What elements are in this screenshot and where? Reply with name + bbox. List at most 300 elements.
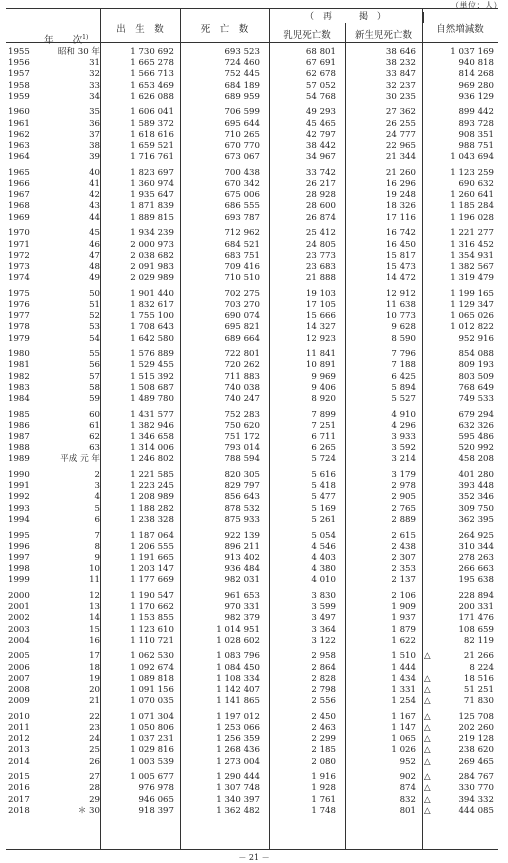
deaths-cell: 1 084 450	[216, 662, 260, 673]
natural-change-cell	[420, 454, 494, 465]
infant-deaths-cell: 24 805	[305, 239, 336, 250]
table-row	[6, 201, 498, 212]
natural-change-cell	[420, 410, 494, 421]
births-cell: 1 091 156	[130, 684, 174, 695]
era-cell: 23	[89, 723, 100, 733]
births-cell: 1 716 761	[130, 152, 174, 163]
infant-deaths-cell: 62 678	[305, 69, 336, 80]
natural-change-value: 352 346	[458, 492, 494, 503]
natural-change-cell	[420, 783, 494, 794]
natural-change-value: 809 193	[458, 360, 494, 371]
decrease-triangle-icon: △	[424, 794, 431, 805]
deaths-cell: 706 599	[224, 107, 260, 118]
year-cell: 2013	[8, 745, 30, 756]
year-cell: 1983	[8, 382, 30, 393]
natural-change-value: 8 224	[469, 662, 494, 673]
year-cell: 1980	[8, 349, 30, 360]
deaths-cell: 693 787	[224, 212, 260, 223]
header-year-footnote: 1)	[82, 33, 89, 41]
year-cell: 2007	[8, 673, 30, 684]
natural-change-value: 893 728	[458, 118, 494, 129]
natural-change-value: 195 638	[458, 575, 494, 586]
year-cell: 1973	[8, 261, 30, 272]
natural-change-cell	[420, 201, 494, 212]
era-cell: 45	[89, 228, 100, 239]
natural-change-cell	[420, 421, 494, 432]
deaths-cell: 820 305	[224, 470, 260, 481]
infant-deaths-cell: 5 477	[311, 492, 336, 503]
natural-change-value: 854 088	[458, 349, 494, 360]
natural-change-value: 814 268	[458, 69, 494, 80]
neonatal-deaths-cell: 15 817	[385, 250, 416, 261]
natural-change-cell	[420, 130, 494, 141]
deaths-cell: 1 362 482	[216, 805, 260, 816]
natural-change-cell	[420, 481, 494, 492]
births-cell: 1 238 328	[130, 514, 174, 525]
neonatal-deaths-cell: 2 307	[391, 552, 416, 563]
births-cell: 1 153 855	[130, 613, 174, 624]
natural-change-cell	[420, 240, 494, 251]
era-cell: 31	[89, 58, 100, 69]
era-cell: 7	[94, 530, 100, 541]
natural-change-value: 899 442	[458, 107, 494, 118]
births-cell: 1 832 617	[130, 299, 174, 310]
header-natural: 自然増減数	[436, 24, 484, 35]
year-cell: 1991	[8, 481, 30, 492]
births-cell: 1 642 580	[130, 333, 174, 344]
era-cell: 4	[94, 492, 100, 503]
table-row	[6, 130, 498, 141]
deaths-cell: 670 342	[224, 179, 260, 190]
year-cell: 1982	[8, 371, 30, 382]
neonatal-deaths-cell: 21 344	[385, 152, 416, 163]
births-cell: 1 529 455	[130, 360, 174, 371]
infant-deaths-cell: 68 801	[305, 47, 336, 57]
year-cell: 1974	[8, 273, 30, 284]
era-cell: 16	[89, 635, 100, 646]
year-cell: 1998	[8, 564, 30, 575]
table-row	[6, 432, 498, 443]
neonatal-deaths-cell: 27 362	[385, 107, 416, 118]
era-cell: 2	[94, 470, 100, 481]
deaths-cell: 720 262	[224, 360, 260, 371]
deaths-cell: 703 270	[224, 299, 260, 310]
table-row	[6, 745, 498, 756]
infant-deaths-cell: 33 742	[305, 167, 336, 178]
natural-change-value: 401 280	[458, 470, 494, 481]
table-row	[6, 515, 498, 526]
year-cell: 1985	[8, 409, 30, 420]
natural-change-cell	[420, 383, 494, 394]
year-cell: 1961	[8, 118, 30, 129]
year-cell: 1986	[8, 420, 30, 431]
natural-change-cell	[420, 311, 494, 322]
natural-change-value: 1 185 284	[450, 201, 494, 212]
natural-change-value: 125 708	[458, 711, 494, 722]
births-cell: 1 071 304	[130, 711, 174, 722]
infant-deaths-cell: 2 828	[311, 673, 336, 684]
natural-change-value: 1 199 165	[450, 288, 494, 299]
births-cell: 1 823 697	[130, 167, 174, 178]
era-cell: 42	[89, 190, 100, 201]
births-cell: 1 221 585	[130, 470, 174, 481]
births-cell: 1 206 555	[130, 541, 174, 552]
natural-change-cell	[420, 47, 494, 58]
deaths-cell: 751 172	[224, 432, 260, 442]
decrease-triangle-icon: △	[424, 673, 431, 684]
natural-change-cell	[420, 651, 494, 662]
natural-change-cell	[420, 674, 494, 685]
neonatal-deaths-cell: 3 592	[391, 443, 416, 454]
year-cell: 1996	[8, 541, 30, 552]
births-cell: 1 618 616	[130, 129, 174, 140]
infant-deaths-cell: 23 683	[305, 261, 336, 272]
natural-change-value: 71 830	[463, 696, 494, 707]
natural-change-value: 632 326	[458, 420, 494, 431]
births-cell: 2 091 983	[130, 261, 174, 272]
natural-change-value: 171 476	[458, 613, 494, 624]
neonatal-deaths-cell: 7 796	[391, 349, 416, 360]
vital-statistics-table	[6, 8, 498, 850]
year-cell: 2010	[8, 711, 30, 722]
natural-change-cell	[420, 492, 494, 503]
neonatal-deaths-cell: 1 879	[391, 624, 416, 635]
infant-deaths-cell: 2 864	[311, 662, 336, 673]
year-cell: 2011	[8, 723, 30, 733]
infant-deaths-cell: 12 923	[305, 333, 336, 344]
era-cell: 40	[89, 167, 100, 178]
infant-deaths-cell: 15 666	[305, 311, 336, 322]
era-cell: 15	[89, 624, 100, 635]
deaths-cell: 1 256 359	[216, 734, 260, 745]
natural-change-cell	[420, 602, 494, 613]
births-cell: 2 000 973	[130, 239, 174, 250]
era-cell: 9	[94, 552, 100, 563]
natural-change-value: 595 486	[458, 432, 494, 442]
neonatal-deaths-cell: 1 622	[391, 635, 416, 646]
year-cell: 1995	[8, 530, 30, 541]
neonatal-deaths-cell: 2 106	[391, 590, 416, 601]
decrease-triangle-icon: △	[424, 772, 431, 783]
natural-change-value: 936 129	[458, 91, 494, 102]
neonatal-deaths-cell: 952	[399, 756, 416, 767]
table-row	[6, 734, 498, 745]
year-cell: 2012	[8, 734, 30, 745]
table-row	[6, 636, 498, 647]
era-cell: 8	[94, 541, 100, 552]
infant-deaths-cell: 2 185	[311, 745, 336, 756]
deaths-cell: 982 379	[224, 613, 260, 624]
table-row	[6, 168, 498, 179]
era-cell: 50	[89, 288, 100, 299]
infant-deaths-cell: 28 600	[305, 201, 336, 212]
neonatal-deaths-cell: 14 472	[385, 273, 416, 284]
infant-deaths-cell: 25 412	[305, 228, 336, 239]
year-cell: 2002	[8, 613, 30, 624]
births-cell: 1 029 816	[130, 745, 174, 756]
births-cell: 1 110 721	[130, 635, 174, 646]
natural-change-value: 1 065 026	[450, 311, 494, 322]
year-cell: 1971	[8, 239, 30, 250]
table-row	[6, 81, 498, 92]
header-group: （ 再 掲 ）	[269, 9, 422, 22]
deaths-cell: 793 014	[224, 443, 260, 454]
births-cell: 1 037 231	[130, 734, 174, 745]
natural-change-cell	[420, 531, 494, 542]
table-row	[6, 92, 498, 103]
births-cell: 1 515 392	[130, 371, 174, 382]
births-cell: 1 070 035	[130, 696, 174, 707]
natural-change-value: 1 043 694	[450, 152, 494, 163]
births-cell: 1 606 041	[130, 107, 174, 118]
births-cell: 1 346 658	[130, 432, 174, 442]
natural-change-cell	[420, 542, 494, 553]
natural-change-value: 1 382 567	[450, 261, 494, 272]
year-cell: 2016	[8, 783, 30, 794]
natural-change-cell	[420, 806, 494, 817]
natural-change-cell	[420, 723, 494, 734]
infant-deaths-cell: 4 546	[311, 541, 336, 552]
natural-change-cell	[420, 360, 494, 371]
era-cell: 平成 元 年	[60, 454, 100, 465]
neonatal-deaths-cell: 16 296	[385, 179, 416, 190]
era-cell: 60	[89, 409, 100, 420]
births-cell: 1 188 282	[130, 503, 174, 514]
year-cell: 1977	[8, 311, 30, 322]
births-cell: 1 576 889	[130, 349, 174, 360]
deaths-cell: 710 265	[224, 129, 260, 140]
natural-change-value: 1 221 277	[450, 228, 494, 239]
era-cell: 56	[89, 360, 100, 371]
table-row	[6, 651, 498, 662]
table-row	[6, 591, 498, 602]
era-cell: 34	[89, 91, 100, 102]
neonatal-deaths-cell: 1 331	[391, 684, 416, 695]
infant-deaths-cell: 5 261	[311, 514, 336, 525]
births-cell: 1 177 669	[130, 575, 174, 586]
natural-change-value: 749 533	[458, 393, 494, 404]
table-row	[6, 685, 498, 696]
infant-deaths-cell: 7 251	[311, 420, 336, 431]
births-cell: 918 397	[138, 805, 174, 816]
infant-deaths-cell: 1 748	[311, 805, 336, 816]
neonatal-deaths-cell: 30 235	[385, 91, 416, 102]
infant-deaths-cell: 14 327	[305, 322, 336, 333]
natural-change-cell	[420, 168, 494, 179]
deaths-cell: 683 751	[224, 250, 260, 261]
neonatal-deaths-cell: 26 255	[385, 118, 416, 129]
era-cell: 63	[89, 443, 100, 454]
table-row	[6, 454, 498, 465]
table-row	[6, 394, 498, 405]
neonatal-deaths-cell: 1 065	[391, 734, 416, 745]
natural-change-value: 1 316 452	[450, 239, 494, 250]
era-cell: 47	[89, 250, 100, 261]
year-cell: 1957	[8, 69, 30, 80]
births-cell: 1 566 713	[130, 69, 174, 80]
neonatal-deaths-cell: 2 615	[391, 530, 416, 541]
deaths-cell: 702 275	[224, 288, 260, 299]
era-cell: 26	[89, 756, 100, 767]
decrease-triangle-icon: △	[424, 696, 431, 707]
natural-change-cell	[420, 213, 494, 224]
births-cell: 1 223 245	[130, 481, 174, 492]
era-cell: 10	[89, 564, 100, 575]
natural-change-cell	[420, 289, 494, 300]
natural-change-value: 969 280	[458, 80, 494, 91]
neonatal-deaths-cell: 3 214	[391, 454, 416, 465]
natural-change-cell	[420, 179, 494, 190]
era-cell: 20	[89, 684, 100, 695]
deaths-cell: 722 801	[224, 349, 260, 360]
natural-change-value: 1 354 931	[450, 250, 494, 261]
neonatal-deaths-cell: 38 646	[385, 47, 416, 57]
infant-deaths-cell: 57 052	[305, 80, 336, 91]
natural-change-value: 264 925	[458, 530, 494, 541]
neonatal-deaths-cell: 874	[399, 783, 416, 794]
natural-change-value: 1 012 822	[450, 322, 494, 333]
table-row	[6, 410, 498, 421]
era-cell: 21	[89, 696, 100, 707]
year-cell: 2008	[8, 684, 30, 695]
table-row	[6, 663, 498, 674]
table-row	[6, 564, 498, 575]
table-row	[6, 349, 498, 360]
infant-deaths-cell: 49 293	[305, 107, 336, 118]
deaths-cell: 740 038	[224, 382, 260, 393]
table-row	[6, 696, 498, 707]
births-cell: 1 589 372	[130, 118, 174, 129]
deaths-cell: 675 006	[224, 190, 260, 201]
neonatal-deaths-cell: 1 510	[391, 651, 416, 662]
neonatal-deaths-cell: 16 450	[385, 239, 416, 250]
natural-change-cell	[420, 372, 494, 383]
births-cell: 1 089 818	[130, 673, 174, 684]
table-row	[6, 372, 498, 383]
infant-deaths-cell: 2 798	[311, 684, 336, 695]
neonatal-deaths-cell: 16 742	[385, 228, 416, 239]
natural-change-cell	[420, 663, 494, 674]
births-cell: 1 050 806	[130, 723, 174, 733]
deaths-cell: 1 142 407	[216, 684, 260, 695]
natural-change-cell	[420, 300, 494, 311]
era-cell: 58	[89, 382, 100, 393]
year-cell: 1981	[8, 360, 30, 371]
table-row	[6, 553, 498, 564]
neonatal-deaths-cell: 3 179	[391, 470, 416, 481]
year-cell: 2005	[8, 651, 30, 662]
infant-deaths-cell: 26 217	[305, 179, 336, 190]
deaths-cell: 709 416	[224, 261, 260, 272]
deaths-cell: 752 445	[224, 69, 260, 80]
table-row	[6, 470, 498, 481]
natural-change-value: 219 128	[458, 734, 494, 745]
neonatal-deaths-cell: 7 188	[391, 360, 416, 371]
deaths-cell: 1 253 066	[216, 723, 260, 733]
neonatal-deaths-cell: 22 965	[385, 141, 416, 151]
infant-deaths-cell: 11 841	[305, 349, 336, 360]
neonatal-deaths-cell: 2 438	[391, 541, 416, 552]
table-row	[6, 190, 498, 201]
era-cell: 29	[89, 794, 100, 805]
natural-change-value: 940 818	[458, 58, 494, 69]
neonatal-deaths-cell: 1 909	[391, 602, 416, 613]
natural-change-cell	[420, 322, 494, 333]
era-cell: 25	[89, 745, 100, 756]
era-cell: 11	[89, 575, 100, 586]
natural-change-cell	[420, 575, 494, 586]
natural-change-cell	[420, 685, 494, 696]
table-row	[6, 723, 498, 734]
table-row	[6, 542, 498, 553]
natural-change-cell	[420, 81, 494, 92]
year-cell: 1964	[8, 152, 30, 163]
era-cell: 13	[89, 602, 100, 613]
deaths-cell: 686 555	[224, 201, 260, 212]
table-row	[6, 360, 498, 371]
deaths-cell: 712 962	[224, 228, 260, 239]
natural-change-value: 690 632	[458, 179, 494, 190]
births-cell: 1 360 974	[130, 179, 174, 190]
table-header	[6, 9, 498, 46]
births-cell: 1 755 100	[130, 311, 174, 322]
year-cell: 1969	[8, 212, 30, 223]
era-cell: 22	[89, 711, 100, 722]
neonatal-deaths-cell: 2 765	[391, 503, 416, 514]
infant-deaths-cell: 7 899	[311, 409, 336, 420]
deaths-cell: 684 521	[224, 239, 260, 250]
deaths-cell: 695 644	[224, 118, 260, 129]
infant-deaths-cell: 28 928	[305, 190, 336, 201]
neonatal-deaths-cell: 1 937	[391, 613, 416, 624]
infant-deaths-cell: 8 920	[311, 393, 336, 404]
births-cell: 1 170 662	[130, 602, 174, 613]
infant-deaths-cell: 2 958	[311, 651, 336, 662]
deaths-cell: 695 821	[224, 322, 260, 333]
year-cell: 1978	[8, 322, 30, 333]
header-neonatal: 新生児死亡数	[354, 30, 412, 41]
natural-change-value: 908 351	[458, 129, 494, 140]
era-cell: 24	[89, 734, 100, 745]
neonatal-deaths-cell: 10 773	[385, 311, 416, 322]
era-cell: 昭和 30 年	[57, 47, 100, 57]
neonatal-deaths-cell: 38 232	[385, 58, 416, 69]
header-year-label: 年 次	[44, 35, 83, 46]
table-row	[6, 228, 498, 239]
natural-change-value: 679 294	[458, 409, 494, 420]
year-cell: 2004	[8, 635, 30, 646]
decrease-triangle-icon: △	[424, 734, 431, 745]
decrease-triangle-icon: △	[424, 756, 431, 767]
natural-change-value: 266 663	[458, 564, 494, 575]
births-cell: 1 934 239	[130, 228, 174, 239]
births-cell: 2 038 682	[130, 250, 174, 261]
natural-change-cell	[420, 745, 494, 756]
era-cell: 48	[89, 261, 100, 272]
era-cell: 6	[94, 514, 100, 525]
natural-change-value: 330 770	[458, 783, 494, 794]
natural-change-cell	[420, 564, 494, 575]
era-cell: 59	[89, 393, 100, 404]
deaths-cell: 913 402	[224, 552, 260, 563]
births-cell: 1 871 839	[130, 201, 174, 212]
year-cell: 1970	[8, 228, 30, 239]
neonatal-deaths-cell: 1 444	[391, 662, 416, 673]
natural-change-value: 228 894	[458, 590, 494, 601]
neonatal-deaths-cell: 24 777	[385, 129, 416, 140]
table-row	[6, 107, 498, 118]
table-row	[6, 119, 498, 130]
